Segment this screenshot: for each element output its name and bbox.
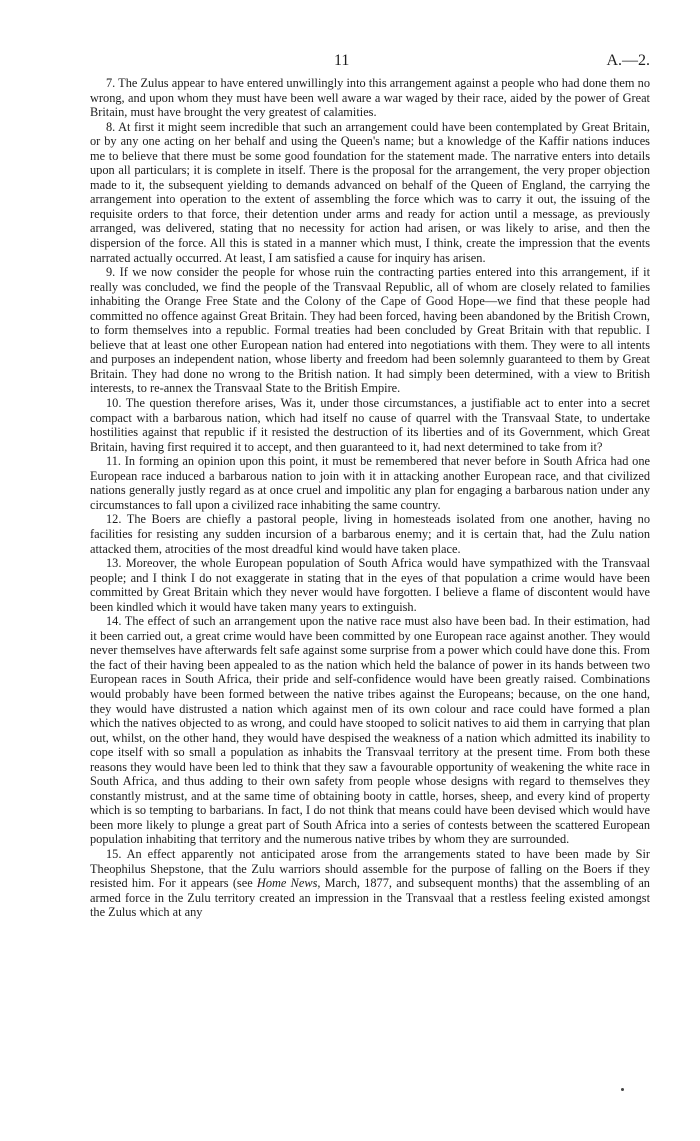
paragraph-15-text-after: , March, 1877, and subsequent months) that the assembling of an armed force in the Zulu territory created an impression in the Transvaal that a restless feeling existed amongst the Zulus which at any bbox=[90, 876, 650, 920]
paragraph-15 bbox=[90, 847, 650, 920]
paragraph-12: 12. The Boers are chiefly a pastoral people, living in homesteads isolated from one another, having no facilities for resisting any sudden incursion of a barbarous enemy; and it is certain that, had the Zulu nation attacked them, atrocities of the most dreadful kind would have taken place. bbox=[90, 512, 650, 556]
paragraph-14: 14. The effect of such an arrangement upon the native race must also have been bad. In their estimation, had it been carried out, a great crime would have been committed by one European race against another. They would never themselves have afterwards felt safe against some surprise from a power which could have done this. From the fact of their having been appealed to as the nation which held the balance of power in its hands between two European races in South Africa, their pride and self-confidence would have been greatly raised. Combinations would probably have been formed between the native tribes against the Europeans; because, on the one hand, they would have distrusted a nation which against men of its own colour and race could have formed a plan which the natives objected to as wrong, and could have stooped to solicit natives to aid them in carrying that plan out, whilst, on the other hand, they would have despised the weakness of a nation which admitted its inability to cope itself with so small a population as inhabits the Transvaal territory at the present time. From both these reasons they would have been led to think that they saw a favourable opportunity of weakening the white race in South Africa, and thus adding to their own safety from people whose designs with regard to themselves they constantly mistrust, and at the same time of obtaining booty in cattle, horses, sheep, and every kind of property which is so tempting to barbarians. In fact, I do not think that means could have been devised which would have been more likely to plunge a great part of South Africa into a series of contests between the scattered European population inhabiting that territory and the numerous native tribes by whom they are surrounded. bbox=[90, 614, 650, 847]
paragraph-11: 11. In forming an opinion upon this point, it must be remembered that never before in South Africa had one European race induced a barbarous nation to join with it in attacking another European race, and that civilized nations generally justly regard as at once cruel and impolitic any plan for engaging a barbarous nation under any circumstances to fall upon a civilized race inhabiting the same country. bbox=[90, 454, 650, 512]
page-mark-dot bbox=[621, 1088, 624, 1091]
body-text bbox=[90, 76, 650, 920]
paragraph-13: 13. Moreover, the whole European population of South Africa would have sympathized with the Transvaal people; and I think I do not exaggerate in stating that in the eyes of that population a crime would have been committed by Great Britain which they never would have forgotten. I believe a flame of discontent would have been kindled which it would have taken many years to extinguish. bbox=[90, 556, 650, 614]
paragraph-9: 9. If we now consider the people for whose ruin the contracting parties entered into this arrangement, if it really was concluded, we find the people of the Transvaal Republic, all of whom are closely related to families inhabiting the Orange Free State and the Colony of the Cape of Good Hope—we find that these people had committed no offence against Great Britain. They had been forced, having been abandoned by the British Crown, to form themselves into a republic. Formal treaties had been concluded by Great Britain with that republic. I believe that at least one other European nation had entered into negotiations with them. They were to all intents and purposes an independent nation, whose liberty and freedom had been solemnly guaranteed to them by Great Britain. They had done no wrong to the British nation. It had simply been determined, with a view to British interests, to re-annex the Transvaal State to the British Empire. bbox=[90, 265, 650, 396]
paragraph-10: 10. The question therefore arises, Was it, under those circumstances, a justifiable act to enter into a secret compact with a barbarous nation, which had itself no cause of quarrel with the Transvaal State, to undertake hostilities against that republic if it resisted the destruction of its liberties and of its Government, which Great Britain, having first required it to accept, and then guaranteed to it, had next determined to take from it? bbox=[90, 396, 650, 454]
paragraph-8: 8. At first it might seem incredible that such an arrangement could have been contemplated by Great Britain, or by any one acting on her behalf and using the Queen's name; but a knowledge of the Kaffir nations induces me to believe that there must be some good foundation for the statement made. The narrative enters into details upon all particulars; it is complete in itself. There is the proposal for the arrangement, the very proper objection made to it, the subsequent yielding to demands advanced on behalf of the Queen of England, the carrying the arrangement into operation to the extent of assembling the force which was to carry it out, the issuing of the requisite orders to that force, their detention under arms and ready for action until a message, as previously arranged, was delivered, stating that no necessity for action had arisen, or was likely to arise, and then the dispersion of the force. All this is stated in a manner which must, I think, create the impression that the events narrated actually occurred. At least, I am satisfied a cause for inquiry has arisen. bbox=[90, 119, 650, 265]
page-number: 11 bbox=[334, 52, 350, 69]
page-header bbox=[90, 52, 650, 72]
paragraph-15-text-before: 15. An effect apparently not anticipated arose from the arrangements stated to have been made by Sir Theophilus Shepstone, that the Zulu warriors should assemble for the purpose of falling on the Boers if they resisted him. For it appears (see bbox=[90, 846, 650, 891]
paper-reference: A.—2. bbox=[606, 52, 650, 69]
paragraph-7: 7. The Zulus appear to have entered unwillingly into this arrangement against a people who had done them no wrong, and upon whom they must have been well aware a war waged by their race, aided by the power of Great Britain, must have brought the very greatest of calamities. bbox=[90, 76, 650, 120]
home-news-citation: Home News bbox=[256, 876, 318, 891]
